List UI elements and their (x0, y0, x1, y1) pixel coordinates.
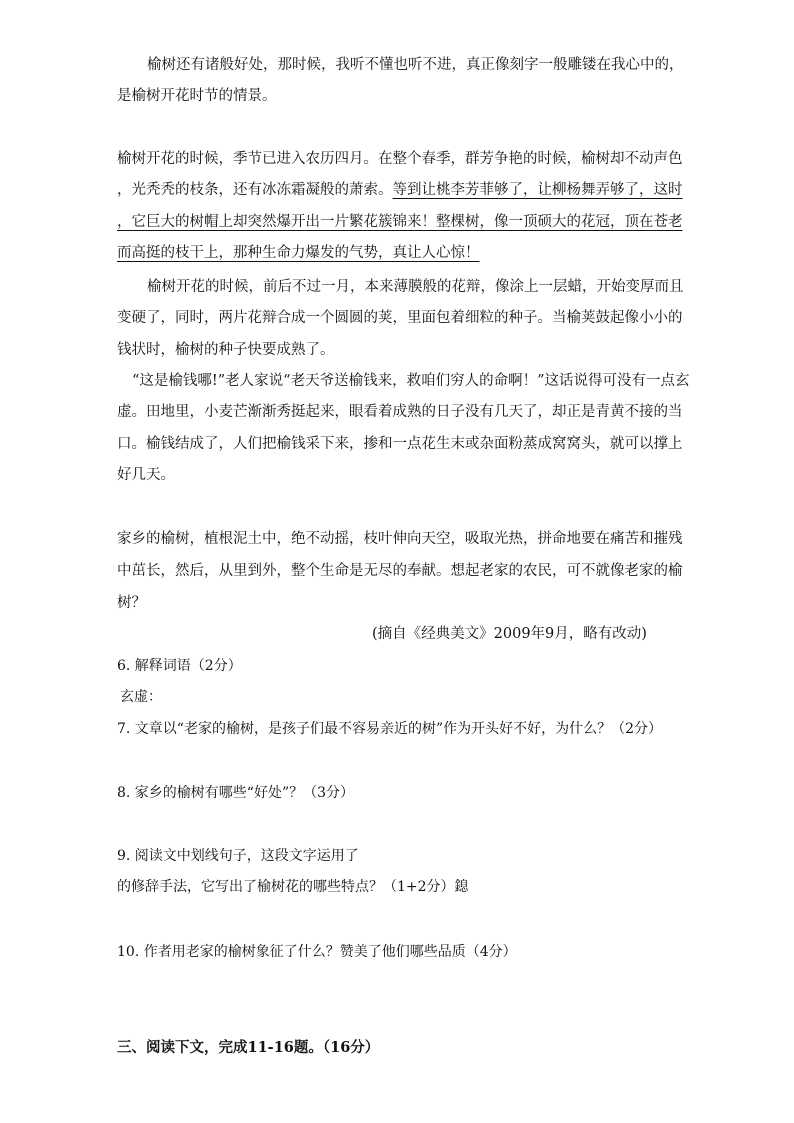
passage-line: 虚。田地里，小麦芒渐渐秀挺起来，眼看着成熟的日子没有几天了，却正是青黄不接的当 (117, 404, 683, 420)
passage-line (117, 180, 747, 200)
passage-line: “这是榆钱哪!”老人家说“老天爷送榆钱来，救咱们穷人的命啊！”这话说得可没有一点玄 (132, 373, 690, 389)
question-7: 7. 文章以“老家的榆树，是孩子们最不容易亲近的树”作为开头好不好，为什么？（2分） (117, 721, 663, 737)
question-6-term: 玄虚： (120, 689, 162, 705)
question-9-continued: 的修辞手法，它写出了榆树花的哪些特点？（1+2分）鎴 (117, 879, 469, 895)
question-8: 8. 家乡的榆树有哪些“好处”？（3分） (117, 785, 355, 801)
underlined-sentence: ，它巨大的树帽上却突然爆开出一片繁花簇锦来！整棵树，像一顶硕大的花冠，顶在苍老 (117, 214, 683, 230)
passage-line: 家乡的榆树，植根泥土中，绝不动摇，枝叶伸向天空，吸取光热，拼命地要在痛苦和摧残 (117, 531, 683, 547)
passage-line: 好几天。 (117, 467, 175, 483)
question-9: 9. 阅读文中划线句子，这段文字运用了 (117, 848, 359, 864)
passage-line: 榆树开花的时候，季节已进入农历四月。在整个春季，群芳争艳的时候，榆树却不动声色 (117, 151, 683, 167)
source-citation: (摘自《经典美文》2009年9月，略有改动) (372, 626, 647, 642)
passage-line: 榆树还有诸般好处，那时候，我听不懂也听不进，真正像刻字一般雕镂在我心中的， (147, 57, 684, 73)
underlined-sentence: 等到让桃李芳菲够了，让柳杨舞弄够了，这时 (392, 182, 683, 198)
passage-line: 树？ (117, 595, 146, 611)
passage-line: 口。榆钱结成了，人们把榆钱采下来，掺和一点花生末或杂面粉蒸成窝窝头，就可以撑上 (117, 436, 683, 452)
passage-line: 是榆树开花时节的情景。 (117, 88, 277, 104)
passage-line: 钱状时，榆树的种子快要成熟了。 (117, 342, 335, 358)
underlined-sentence: 而高挺的枝干上，那种生命力爆发的气势，真让人心惊！ (117, 245, 480, 261)
question-6: 6. 解释词语（2分） (117, 658, 242, 674)
passage-line: 变硬了，同时，两片花辩合成一个圆圆的荚，里面包着细粒的种子。当榆荚鼓起像小小的 (117, 310, 683, 326)
passage-line: 榆树开花的时候，前后不过一月，本来薄膜般的花辩，像涂上一层蜡，开始变厚而且 (147, 279, 684, 295)
question-10: 10. 作者用老家的榆树象征了什么？赞美了他们哪些品质（4分） (117, 944, 517, 960)
section-heading: 三、阅读下文，完成11-16题。（16分） (117, 1039, 380, 1056)
passage-text: ，光秃秃的枝条，还有冰冻霜凝般的萧索。 (117, 182, 393, 198)
passage-line: 中茁长，然后，从里到外，整个生命是无尽的奉献。想起老家的农民，可不就像老家的榆 (117, 563, 683, 579)
